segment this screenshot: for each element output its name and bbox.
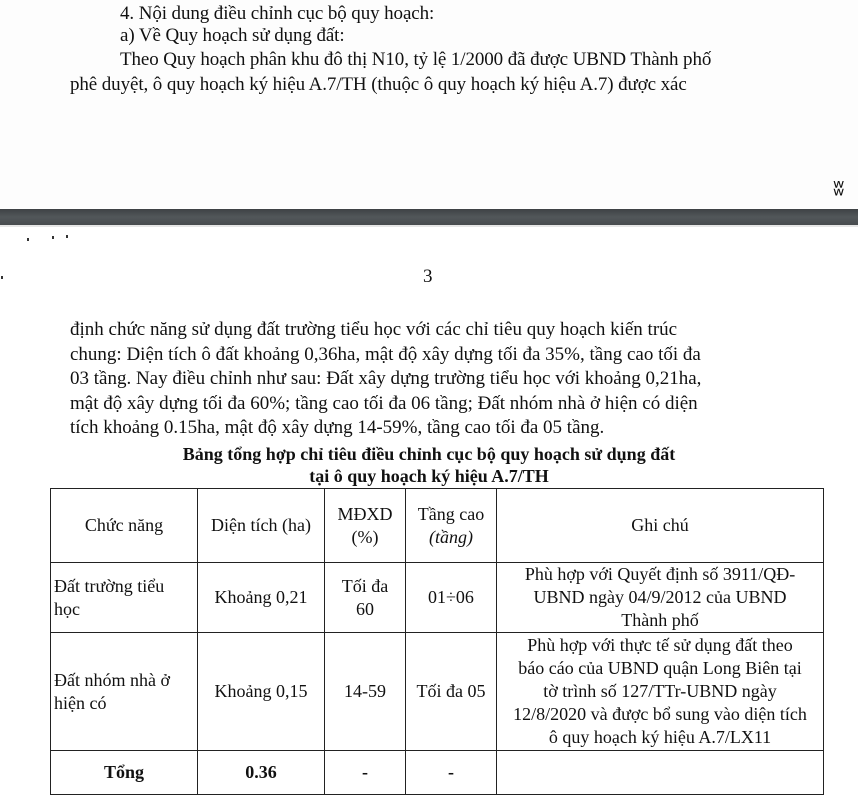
previous-page [0,0,858,208]
header-density-unit: (%) [351,526,379,547]
cell-note [497,563,824,633]
table-subtitle: tại ô quy hoạch ký hiệu A.7/TH [309,466,549,486]
paragraph-line: định chức năng sử dụng đất trường tiểu học với các chỉ tiêu quy hoạch kiến trúc [70,319,678,340]
cell-area: Khoảng 0,15 [198,633,325,751]
cell-floors: 01÷06 [406,563,497,633]
header-density [325,489,406,563]
header-note: Ghi chú [497,489,824,563]
cell-floors: Tối đa 05 [406,633,497,751]
cell-density [325,563,406,633]
total-floors: - [406,751,497,795]
paragraph-line: tích khoảng 0.15ha, mật độ xây dựng 14-59%, tầng cao tối đa 05 tầng. [70,417,605,438]
table-title: Bảng tổng hợp chỉ tiêu điều chỉnh cục bộ quy hoạch sử dụng đất [182,444,676,464]
cell-density: 14-59 [325,633,406,751]
header-floors [406,489,497,563]
cell-text: ô quy hoạch ký hiệu A.7/LX11 [548,727,772,747]
header-floors-label: Tầng cao [417,503,485,524]
header-density-label: MĐXD [337,503,393,524]
page-separator [0,209,858,225]
table-row [51,563,824,633]
cell-text: học [54,598,80,619]
table-total-row [51,751,824,795]
cell-text: Phù hợp với thực tế sử dụng đất theo [527,635,793,655]
body-paragraph [70,318,800,441]
total-density: - [325,751,406,795]
cell-area: Khoảng 0,21 [198,563,325,633]
scan-speck [66,235,68,238]
table-header-row [51,489,824,563]
cell-text: Phù hợp với Quyết định số 3911/QĐ- [524,564,796,584]
cell-text: Tối đa [341,575,389,596]
cell-text: Đất trường tiểu [54,575,165,596]
scan-speck [1,276,3,279]
cell-note [497,633,824,751]
body-line: phê duyệt, ô quy hoạch ký hiệu A.7/TH (thuộc ô quy hoạch ký hiệu A.7) được xác [70,74,687,95]
handwritten-mark: ʬ [833,176,845,201]
cell-text: Đất nhóm nhà ở [54,669,170,690]
section-heading: 4. Nội dung điều chỉnh cục bộ quy hoạch: [120,3,435,24]
cell-text: Thành phố [621,610,699,630]
cell-text: 12/8/2020 và được bổ sung vào diện tích [513,704,807,724]
paragraph-line: mật độ xây dựng tối đa 60%; tầng cao tối đa 06 tầng; Đất nhóm nhà ở hiện có diện [70,392,698,414]
table-row [51,633,824,751]
subsection-heading: a) Về Quy hoạch sử dụng đất: [120,25,345,46]
header-function: Chức năng [51,489,198,563]
cell-text: tờ trình số 127/TTr-UBND ngày [543,681,777,701]
page-separator-edge [0,225,858,227]
paragraph-line: chung: Diện tích ô đất khoảng 0,36ha, mật độ xây dựng tối đa 35%, tầng cao tối đa [70,343,701,365]
total-note [497,751,824,795]
scan-speck [27,238,29,241]
cell-text: 60 [356,598,374,619]
total-label: Tổng [51,751,198,795]
cell-function [51,633,198,751]
header-floors-unit: (tầng) [429,526,473,547]
land-use-table [50,488,824,795]
paragraph-line: 03 tầng. Nay điều chỉnh như sau: Đất xây dựng trường tiểu học với khoảng 0,21ha, [70,368,702,389]
cell-text: hiện có [54,692,107,713]
total-area: 0.36 [198,751,325,795]
page-number: 3 [423,266,433,287]
cell-text: báo cáo của UBND quận Long Biên tại [518,658,802,678]
body-line: Theo Quy hoạch phân khu đô thị N10, tỷ lệ 1/2000 đã được UBND Thành phố [120,49,712,70]
cell-text: UBND ngày 04/9/2012 của UBND [533,587,787,607]
cell-function [51,563,198,633]
header-area: Diện tích (ha) [198,489,325,563]
scan-speck [52,236,54,239]
